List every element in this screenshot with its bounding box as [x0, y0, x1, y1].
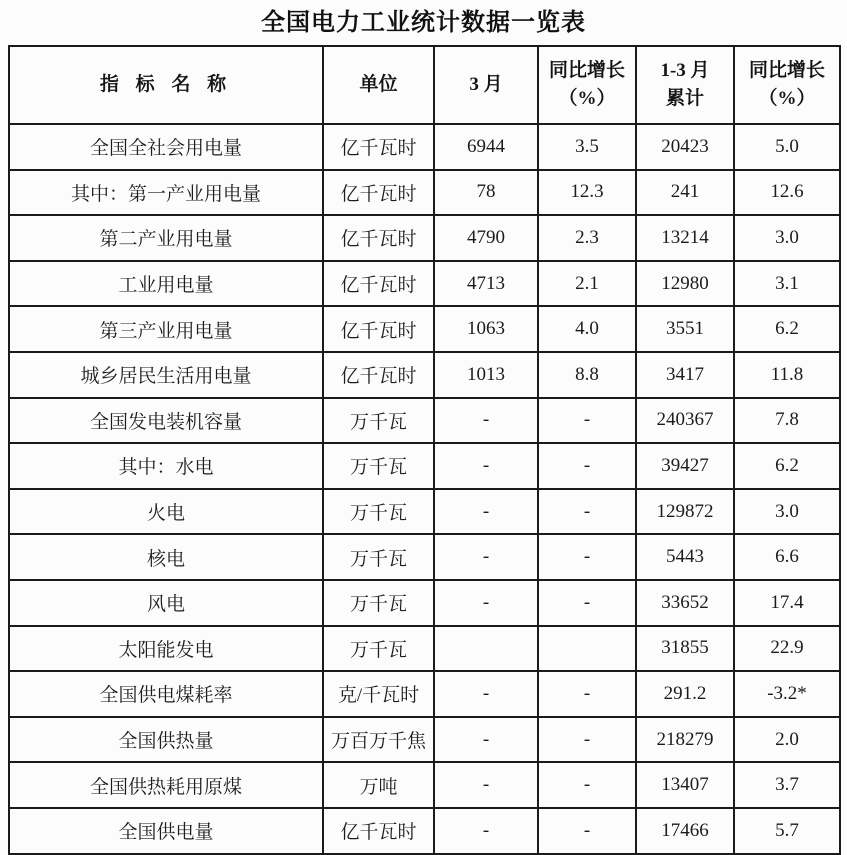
table-row — [9, 762, 840, 808]
cell-unit: 万千瓦 — [323, 580, 434, 626]
header-yoy-cumulative-line2: （%） — [758, 88, 816, 109]
table-row — [9, 443, 840, 489]
cell-indicator: 第三产业用电量 — [9, 306, 323, 352]
cell-march: - — [434, 671, 538, 717]
cell-unit: 万千瓦 — [323, 534, 434, 580]
cell-cumulative: 291.2 — [636, 671, 734, 717]
cell-indicator: 第二产业用电量 — [9, 215, 323, 261]
cell-march: - — [434, 489, 538, 535]
header-yoy-march-line1: 同比增长 — [548, 60, 625, 82]
cell-cum-yoy: 12.6 — [734, 170, 840, 216]
cell-cumulative: 3551 — [636, 306, 734, 352]
cell-indicator: 城乡居民生活用电量 — [9, 352, 323, 398]
header-cumulative-line1: 1-3 月 — [660, 60, 710, 82]
cell-cumulative: 12980 — [636, 261, 734, 307]
cell-march: 78 — [434, 170, 538, 216]
cell-unit: 万百万千焦 — [323, 717, 434, 763]
cell-cumulative: 20423 — [636, 124, 734, 170]
cell-cumulative: 218279 — [636, 717, 734, 763]
cell-cumulative: 13214 — [636, 215, 734, 261]
cell-unit: 亿千瓦时 — [323, 306, 434, 352]
table-row — [9, 215, 840, 261]
cell-march: - — [434, 762, 538, 808]
cell-indicator: 全国供电煤耗率 — [9, 671, 323, 717]
cell-yoy: - — [538, 398, 636, 444]
cell-indicator: 核电 — [9, 534, 323, 580]
cell-cum-yoy: 3.7 — [734, 762, 840, 808]
table-row — [9, 671, 840, 717]
cell-cum-yoy: 6.2 — [734, 306, 840, 352]
cell-march: 4713 — [434, 261, 538, 307]
cell-cumulative: 39427 — [636, 443, 734, 489]
header-cumulative-line2: 累计 — [665, 88, 704, 109]
cell-unit: 万千瓦 — [323, 489, 434, 535]
cell-cum-yoy: 6.2 — [734, 443, 840, 489]
table-row — [9, 124, 840, 170]
cell-cum-yoy: 11.8 — [734, 352, 840, 398]
table-row — [9, 626, 840, 672]
cell-yoy: - — [538, 762, 636, 808]
cell-march: 1013 — [434, 352, 538, 398]
header-yoy-march-line2: （%） — [558, 88, 616, 109]
table-row — [9, 398, 840, 444]
header-yoy-cumulative-line1: 同比增长 — [748, 60, 825, 82]
cell-unit: 克/千瓦时 — [323, 671, 434, 717]
cell-march: - — [434, 443, 538, 489]
cell-indicator: 火电 — [9, 489, 323, 535]
table-row — [9, 717, 840, 763]
cell-unit: 亿千瓦时 — [323, 170, 434, 216]
table-row — [9, 306, 840, 352]
table-row — [9, 534, 840, 580]
cell-unit: 亿千瓦时 — [323, 124, 434, 170]
cell-cum-yoy: 7.8 — [734, 398, 840, 444]
cell-yoy: - — [538, 580, 636, 626]
header-cumulative — [636, 46, 734, 124]
cell-cum-yoy: 5.7 — [734, 808, 840, 854]
header-unit: 单位 — [323, 46, 434, 124]
cell-march: - — [434, 580, 538, 626]
cell-yoy: - — [538, 489, 636, 535]
cell-unit: 亿千瓦时 — [323, 215, 434, 261]
cell-unit: 万吨 — [323, 762, 434, 808]
cell-yoy: 4.0 — [538, 306, 636, 352]
cell-cumulative: 5443 — [636, 534, 734, 580]
table-row — [9, 808, 840, 854]
cell-unit: 万千瓦 — [323, 443, 434, 489]
table-row — [9, 489, 840, 535]
cell-unit: 亿千瓦时 — [323, 352, 434, 398]
table-row — [9, 352, 840, 398]
cell-cumulative: 3417 — [636, 352, 734, 398]
cell-unit: 亿千瓦时 — [323, 808, 434, 854]
header-row — [9, 46, 840, 124]
cell-cumulative: 31855 — [636, 626, 734, 672]
cell-march: - — [434, 717, 538, 763]
cell-unit: 万千瓦 — [323, 398, 434, 444]
cell-march — [434, 626, 538, 672]
cell-cum-yoy: 6.6 — [734, 534, 840, 580]
cell-indicator: 全国供热量 — [9, 717, 323, 763]
cell-yoy — [538, 626, 636, 672]
cell-indicator: 其中：水电 — [9, 443, 323, 489]
cell-cumulative: 241 — [636, 170, 734, 216]
cell-cum-yoy: 17.4 — [734, 580, 840, 626]
cell-indicator: 全国供电量 — [9, 808, 323, 854]
cell-cum-yoy: 3.0 — [734, 215, 840, 261]
cell-indicator: 其中：第一产业用电量 — [9, 170, 323, 216]
cell-cum-yoy: 5.0 — [734, 124, 840, 170]
cell-unit: 亿千瓦时 — [323, 261, 434, 307]
cell-cum-yoy: 3.1 — [734, 261, 840, 307]
cell-march: 1063 — [434, 306, 538, 352]
cell-yoy: 3.5 — [538, 124, 636, 170]
table-row — [9, 261, 840, 307]
cell-indicator: 全国发电装机容量 — [9, 398, 323, 444]
cell-yoy: - — [538, 808, 636, 854]
cell-march: 6944 — [434, 124, 538, 170]
cell-yoy: - — [538, 443, 636, 489]
cell-yoy: - — [538, 534, 636, 580]
cell-cum-yoy: -3.2* — [734, 671, 840, 717]
power-statistics-table — [8, 45, 841, 855]
cell-march: - — [434, 534, 538, 580]
cell-indicator: 太阳能发电 — [9, 626, 323, 672]
cell-cum-yoy: 3.0 — [734, 489, 840, 535]
cell-indicator: 全国供热耗用原煤 — [9, 762, 323, 808]
table-row — [9, 170, 840, 216]
cell-cumulative: 33652 — [636, 580, 734, 626]
cell-cumulative: 13407 — [636, 762, 734, 808]
header-yoy-march — [538, 46, 636, 124]
page-title: 全国电力工业统计数据一览表 — [261, 9, 586, 36]
cell-cumulative: 240367 — [636, 398, 734, 444]
cell-yoy: 2.1 — [538, 261, 636, 307]
cell-cumulative: 129872 — [636, 489, 734, 535]
cell-march: - — [434, 808, 538, 854]
cell-yoy: 2.3 — [538, 215, 636, 261]
cell-indicator: 工业用电量 — [9, 261, 323, 307]
header-indicator-name: 指 标 名 称 — [9, 46, 323, 124]
cell-cumulative: 17466 — [636, 808, 734, 854]
cell-unit: 万千瓦 — [323, 626, 434, 672]
cell-yoy: - — [538, 717, 636, 763]
cell-yoy: 12.3 — [538, 170, 636, 216]
cell-march: - — [434, 398, 538, 444]
cell-yoy: - — [538, 671, 636, 717]
cell-cum-yoy: 22.9 — [734, 626, 840, 672]
header-march: 3 月 — [434, 46, 538, 124]
table-row — [9, 580, 840, 626]
cell-cum-yoy: 2.0 — [734, 717, 840, 763]
cell-indicator: 全国全社会用电量 — [9, 124, 323, 170]
cell-march: 4790 — [434, 215, 538, 261]
cell-indicator: 风电 — [9, 580, 323, 626]
cell-yoy: 8.8 — [538, 352, 636, 398]
header-yoy-cumulative — [734, 46, 840, 124]
